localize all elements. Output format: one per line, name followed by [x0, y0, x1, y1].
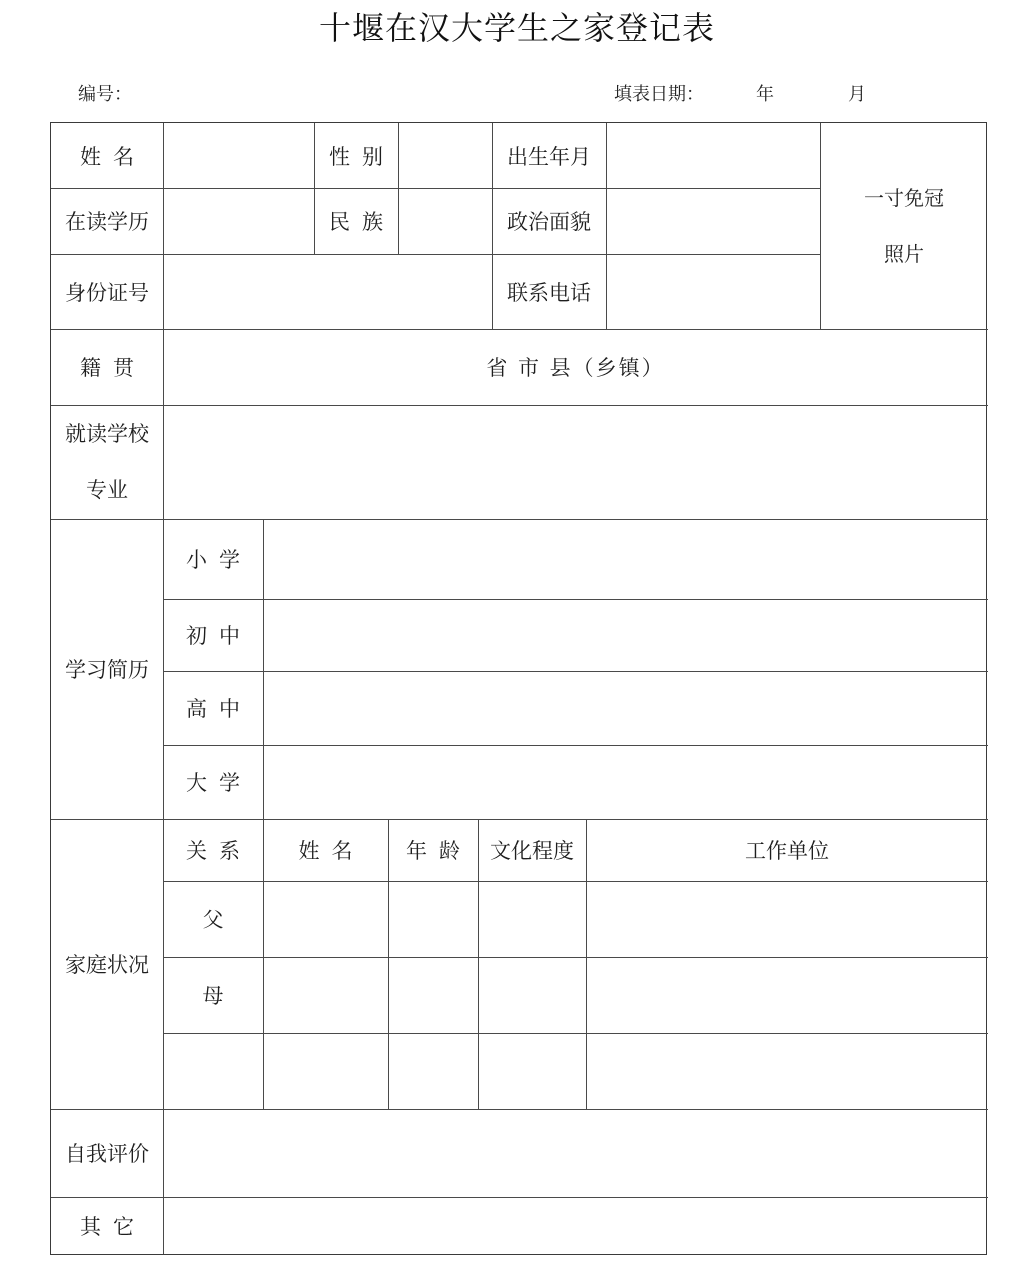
father-workplace-input[interactable] — [587, 881, 988, 957]
father-age-input[interactable] — [389, 881, 478, 957]
year-label: 年 — [756, 84, 774, 105]
month-label: 月 — [848, 84, 866, 105]
other-education-input[interactable] — [479, 1033, 586, 1109]
family-label: 家庭状况 — [65, 953, 149, 977]
photo-label-line1: 一寸免冠 — [864, 186, 944, 210]
hometown-value[interactable]: 省 市 县（乡镇） — [486, 356, 665, 380]
mother-name-input[interactable] — [264, 957, 388, 1033]
id-number-input-cell[interactable] — [164, 254, 492, 329]
family-header-workplace: 工作单位 — [745, 839, 829, 863]
study-level-senior: 高中 — [186, 697, 252, 721]
number-label: 编号： — [78, 84, 132, 105]
mother-education-input[interactable] — [479, 957, 586, 1033]
study-level-university: 大学 — [186, 771, 252, 795]
family-header-education: 文化程度 — [490, 839, 574, 863]
self-evaluation-input[interactable] — [164, 1109, 988, 1197]
school-label-line1: 就读学校 — [65, 422, 149, 446]
registration-form-table — [50, 122, 987, 1255]
other-input[interactable] — [164, 1197, 988, 1254]
name-input-cell[interactable] — [164, 123, 314, 188]
photo-label-line2: 照片 — [884, 242, 924, 266]
family-relation-father: 父 — [202, 908, 224, 932]
id-number-label: 身份证号 — [65, 280, 149, 305]
family-header-name: 姓名 — [298, 839, 365, 863]
self-evaluation-label: 自我评价 — [65, 1142, 149, 1166]
family-relation-other[interactable] — [163, 1033, 263, 1109]
ethnicity-label: 民族 — [329, 210, 395, 234]
school-label — [51, 405, 163, 519]
other-workplace-input[interactable] — [587, 1033, 988, 1109]
family-header-age: 年龄 — [406, 839, 472, 863]
family-relation-mother: 母 — [202, 984, 224, 1008]
political-input-cell[interactable] — [607, 188, 820, 254]
phone-input-cell[interactable] — [607, 254, 820, 329]
document-title: 十堰在汉大学生之家登记表 — [318, 9, 715, 47]
mother-age-input[interactable] — [389, 957, 478, 1033]
study-history-label: 学习简历 — [65, 658, 149, 682]
family-header-relation: 关系 — [186, 839, 252, 863]
education-input-cell[interactable] — [164, 188, 314, 254]
father-education-input[interactable] — [479, 881, 586, 957]
other-label: 其它 — [80, 1214, 146, 1239]
study-junior-input[interactable] — [264, 599, 988, 671]
mother-workplace-input[interactable] — [587, 957, 988, 1033]
birth-input-cell[interactable] — [607, 123, 820, 188]
birth-label: 出生年月 — [507, 144, 591, 169]
gender-label: 性别 — [329, 144, 395, 169]
other-age-input[interactable] — [389, 1033, 478, 1109]
study-level-junior: 初中 — [186, 624, 252, 648]
school-label-line2: 专业 — [86, 478, 128, 502]
phone-label: 联系电话 — [507, 280, 591, 305]
name-label: 姓名 — [80, 144, 146, 169]
study-senior-input[interactable] — [264, 671, 988, 745]
other-name-input[interactable] — [264, 1033, 388, 1109]
date-label: 填表日期： — [614, 84, 704, 105]
gender-input-cell[interactable] — [399, 123, 492, 188]
school-input-cell[interactable] — [164, 405, 988, 519]
education-label: 在读学历 — [65, 210, 149, 234]
father-name-input[interactable] — [264, 881, 388, 957]
ethnicity-input-cell[interactable] — [399, 188, 492, 254]
study-level-primary: 小学 — [186, 548, 252, 572]
political-label: 政治面貌 — [507, 210, 591, 234]
photo-placeholder[interactable] — [820, 123, 988, 329]
study-university-input[interactable] — [264, 745, 988, 819]
hometown-label: 籍贯 — [80, 356, 146, 380]
study-primary-input[interactable] — [264, 519, 988, 599]
